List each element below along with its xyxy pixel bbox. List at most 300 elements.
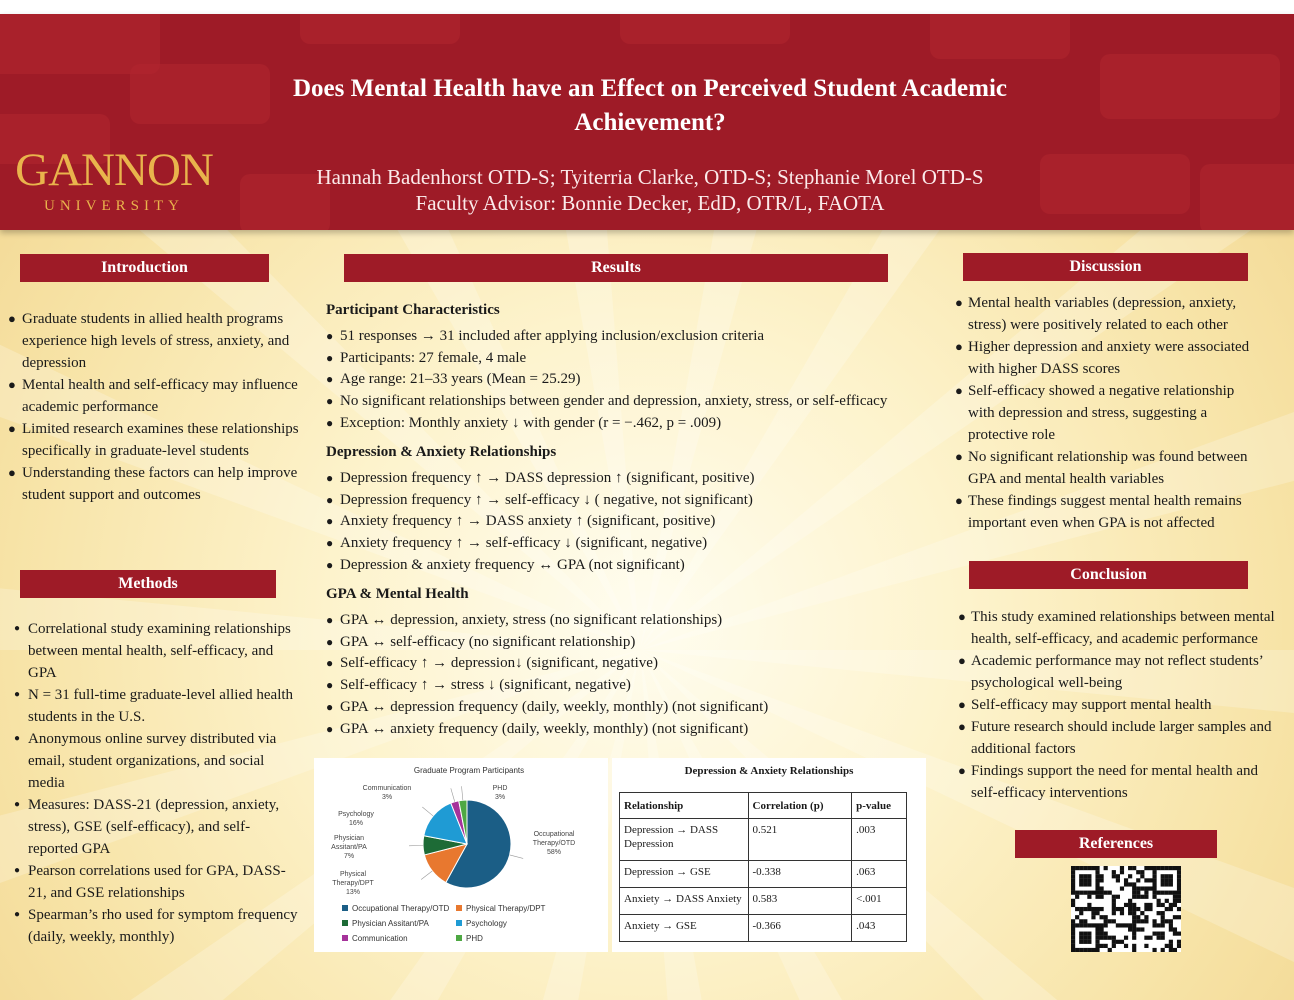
authors-line: Hannah Badenhorst OTD-S; Tyiterria Clarke, OTD-S; Stephanie Morel OTD-S xyxy=(316,165,984,189)
discussion-item: ● No significant relationship was found between GPA and mental health variables xyxy=(955,446,1261,490)
qr-module xyxy=(1165,919,1169,923)
qr-module xyxy=(1116,940,1120,944)
qr-module xyxy=(1075,891,1079,895)
references-qr-code[interactable] xyxy=(1071,866,1181,952)
qr-module xyxy=(1120,886,1124,890)
qr-module xyxy=(1177,895,1181,899)
qr-module xyxy=(1112,903,1116,907)
pie-label-line: Physical xyxy=(339,871,367,878)
qr-module xyxy=(1083,882,1087,886)
qr-module xyxy=(1079,911,1083,915)
qr-module xyxy=(1144,907,1148,911)
qr-module xyxy=(1120,870,1124,874)
qr-module xyxy=(1161,891,1165,895)
methods-item: ● Correlational study examining relationships between mental health, self-efficacy, and GPA xyxy=(14,618,300,684)
methods-item: ● Measures: DASS-21 (depression, anxiety, stress), GSE (self-efficacy), and self-reported GPA xyxy=(14,794,300,860)
pie-label-line: 58% xyxy=(546,849,561,856)
participants-item: ● No significant relationships between gender and depression, anxiety, stress, or self-efficacy xyxy=(326,391,946,413)
table-header-cell: p-value xyxy=(852,793,907,819)
qr-module xyxy=(1173,899,1177,903)
qr-module xyxy=(1083,874,1087,878)
qr-module xyxy=(1087,940,1091,944)
pie-leader-line xyxy=(451,788,455,801)
qr-module xyxy=(1144,944,1148,948)
depression-item: ● Depression frequency ↑ → DASS depression ↑ (significant, positive) xyxy=(326,468,946,490)
qr-module xyxy=(1079,878,1083,882)
qr-module xyxy=(1140,895,1144,899)
legend-swatch xyxy=(342,905,348,911)
gpa-item: ● Self-efficacy ↑ → depression↓ (significant, negative) xyxy=(326,653,946,675)
discussion-item: ● Self-efficacy showed a negative relationship with depression and stress, suggesting a protective role xyxy=(955,380,1261,446)
table-cell: .063 xyxy=(852,861,907,888)
qr-module xyxy=(1116,895,1120,899)
qr-module xyxy=(1132,882,1136,886)
qr-module xyxy=(1112,940,1116,944)
table-cell: -0.338 xyxy=(748,861,852,888)
qr-module xyxy=(1071,866,1075,870)
legend-item-phd: PHD xyxy=(456,934,483,943)
qr-module xyxy=(1169,874,1173,878)
qr-module xyxy=(1169,919,1173,923)
qr-module xyxy=(1173,903,1177,907)
qr-module xyxy=(1144,919,1148,923)
legend-swatch xyxy=(456,920,462,926)
table-row xyxy=(620,888,907,915)
qr-module xyxy=(1108,948,1112,952)
table-cell: 0.583 xyxy=(748,888,852,915)
depression-item: ● Anxiety frequency ↑ → DASS anxiety ↑ (significant, positive) xyxy=(326,511,946,533)
qr-module xyxy=(1087,866,1091,870)
qr-module xyxy=(1140,919,1144,923)
qr-module xyxy=(1173,891,1177,895)
qr-module xyxy=(1087,907,1091,911)
qr-module xyxy=(1165,878,1169,882)
qr-module xyxy=(1079,923,1083,927)
qr-module xyxy=(1079,874,1083,878)
qr-module xyxy=(1177,874,1181,878)
qr-module xyxy=(1140,874,1144,878)
legend-swatch xyxy=(456,905,462,911)
qr-module xyxy=(1124,923,1128,927)
qr-module xyxy=(1071,919,1075,923)
qr-module xyxy=(1144,866,1148,870)
qr-module xyxy=(1177,940,1181,944)
qr-module xyxy=(1095,882,1099,886)
methods-item: ● N = 31 full-time graduate-level allied health students in the U.S. xyxy=(14,684,300,728)
qr-module xyxy=(1112,911,1116,915)
qr-module xyxy=(1157,899,1161,903)
qr-module xyxy=(1075,915,1079,919)
qr-module xyxy=(1169,940,1173,944)
correlation-table-panel xyxy=(612,758,926,952)
qr-module xyxy=(1144,891,1148,895)
qr-module xyxy=(1083,891,1087,895)
qr-module xyxy=(1071,899,1075,903)
pie-label-line: 3% xyxy=(494,794,506,801)
pie-label-line: Assitant/PA xyxy=(331,844,367,851)
qr-module xyxy=(1112,907,1116,911)
header-pattern xyxy=(620,14,790,44)
qr-module xyxy=(1112,874,1116,878)
legend-item-communication: Communication xyxy=(342,934,408,943)
qr-module xyxy=(1128,927,1132,931)
qr-module xyxy=(1136,870,1140,874)
table-row xyxy=(620,915,907,942)
qr-module xyxy=(1071,878,1075,882)
qr-module xyxy=(1083,878,1087,882)
qr-module xyxy=(1071,891,1075,895)
qr-module xyxy=(1161,878,1165,882)
table-cell: Anxiety → DASS Anxiety xyxy=(620,888,749,915)
qr-module xyxy=(1087,903,1091,907)
qr-module xyxy=(1095,895,1099,899)
qr-module xyxy=(1100,886,1104,890)
table-title: Depression & Anxiety Relationships xyxy=(684,765,854,777)
pie-label-line: Therapy/OTD xyxy=(532,840,576,847)
qr-module xyxy=(1177,891,1181,895)
gpa-item: ● GPA ↔ anxiety frequency (daily, weekly, monthly) (not significant) xyxy=(326,719,946,741)
participants-item: ● Age range: 21–33 years (Mean = 25.29) xyxy=(326,369,946,391)
qr-module xyxy=(1132,886,1136,890)
qr-module xyxy=(1169,927,1173,931)
qr-module xyxy=(1120,940,1124,944)
pie-leader-line xyxy=(510,855,524,858)
qr-module xyxy=(1132,932,1136,936)
qr-module xyxy=(1095,911,1099,915)
qr-module xyxy=(1157,932,1161,936)
qr-module xyxy=(1100,927,1104,931)
pie-label-line: Therapy/DPT xyxy=(332,880,374,887)
conclusion-item: ● Academic performance may not reflect students’ psychological well-being xyxy=(958,650,1284,694)
qr-module xyxy=(1091,891,1095,895)
qr-module xyxy=(1165,907,1169,911)
qr-module xyxy=(1095,927,1099,931)
qr-module xyxy=(1095,932,1099,936)
qr-module xyxy=(1169,882,1173,886)
qr-module xyxy=(1177,915,1181,919)
qr-module xyxy=(1152,870,1156,874)
qr-module xyxy=(1169,903,1173,907)
pie-label-line: 3% xyxy=(381,794,393,801)
qr-module xyxy=(1169,891,1173,895)
qr-module xyxy=(1100,944,1104,948)
advisor-line: Faculty Advisor: Bonnie Decker, EdD, OTR/L, FAOTA xyxy=(415,191,885,215)
qr-module xyxy=(1079,919,1083,923)
introduction-item: ● Understanding these factors can help improve student support and outcomes xyxy=(8,462,300,506)
qr-module xyxy=(1128,874,1132,878)
qr-module xyxy=(1071,927,1075,931)
table-cell: Depression → GSE xyxy=(620,861,749,888)
participants-item: ● 51 responses → 31 included after applying inclusion/exclusion criteria xyxy=(326,326,946,348)
qr-module xyxy=(1124,882,1128,886)
depression-list xyxy=(326,468,946,577)
qr-module xyxy=(1128,907,1132,911)
gpa-item: ● GPA ↔ depression frequency (daily, weekly, monthly) (not significant) xyxy=(326,697,946,719)
qr-module xyxy=(1177,944,1181,948)
qr-module xyxy=(1132,903,1136,907)
logo-subtitle: UNIVERSITY xyxy=(44,198,184,214)
pie-label-psychology xyxy=(324,810,388,828)
qr-module xyxy=(1157,936,1161,940)
qr-module xyxy=(1128,899,1132,903)
qr-module xyxy=(1083,940,1087,944)
qr-module xyxy=(1104,919,1108,923)
qr-module xyxy=(1116,923,1120,927)
qr-module xyxy=(1177,878,1181,882)
qr-module xyxy=(1120,923,1124,927)
qr-module xyxy=(1079,891,1083,895)
qr-module xyxy=(1095,940,1099,944)
qr-module xyxy=(1079,936,1083,940)
discussion-item: ● Higher depression and anxiety were associated with higher DASS scores xyxy=(955,336,1261,380)
legend-swatch xyxy=(342,920,348,926)
qr-module xyxy=(1132,911,1136,915)
qr-module xyxy=(1108,919,1112,923)
qr-module xyxy=(1136,878,1140,882)
qr-module xyxy=(1087,948,1091,952)
qr-module xyxy=(1140,886,1144,890)
table-cell: Anxiety → GSE xyxy=(620,915,749,942)
qr-module xyxy=(1161,936,1165,940)
qr-module xyxy=(1132,927,1136,931)
header-pattern xyxy=(300,14,460,44)
qr-module xyxy=(1083,932,1087,936)
qr-module xyxy=(1152,874,1156,878)
gpa-item: ● GPA ↔ depression, anxiety, stress (no significant relationships) xyxy=(326,610,946,632)
depression-subheading: Depression & Anxiety Relationships xyxy=(326,444,557,460)
qr-module xyxy=(1161,915,1165,919)
qr-module xyxy=(1169,878,1173,882)
qr-module xyxy=(1075,907,1079,911)
qr-module xyxy=(1173,948,1177,952)
qr-module xyxy=(1100,891,1104,895)
legend-swatch xyxy=(456,935,462,941)
methods-item: ● Anonymous online survey distributed via email, student organizations, and social media xyxy=(14,728,300,794)
qr-module xyxy=(1177,932,1181,936)
table-header-cell: Correlation (p) xyxy=(748,793,852,819)
introduction-list xyxy=(8,308,300,506)
qr-module xyxy=(1071,940,1075,944)
qr-module xyxy=(1112,944,1116,948)
qr-module xyxy=(1071,874,1075,878)
qr-module xyxy=(1132,919,1136,923)
qr-module xyxy=(1100,932,1104,936)
depression-item: ● Depression frequency ↑ → self-efficacy ↓ ( negative, not significant) xyxy=(326,490,946,512)
university-logo xyxy=(14,146,214,216)
conclusion-item: ● Future research should include larger samples and additional factors xyxy=(958,716,1284,760)
qr-module xyxy=(1152,866,1156,870)
qr-module xyxy=(1083,936,1087,940)
qr-module xyxy=(1148,866,1152,870)
qr-module xyxy=(1152,919,1156,923)
qr-module xyxy=(1173,866,1177,870)
qr-module xyxy=(1095,907,1099,911)
qr-module xyxy=(1116,907,1120,911)
table-cell: .003 xyxy=(852,819,907,861)
header-pattern xyxy=(1040,154,1190,214)
poster-title: Does Mental Health have an Effect on Perceived Student Academic Achievement? xyxy=(292,75,1007,136)
qr-module xyxy=(1173,895,1177,899)
qr-module xyxy=(1132,915,1136,919)
qr-module xyxy=(1165,899,1169,903)
qr-module xyxy=(1083,866,1087,870)
qr-module xyxy=(1120,866,1124,870)
pie-label-line: Psychology xyxy=(338,811,374,818)
qr-module xyxy=(1083,919,1087,923)
qr-module xyxy=(1083,923,1087,927)
depression-item: ● Depression & anxiety frequency ↔ GPA (not significant) xyxy=(326,555,946,577)
qr-module xyxy=(1152,895,1156,899)
gpa-item: ● Self-efficacy ↑ → stress ↓ (significant, negative) xyxy=(326,675,946,697)
qr-module xyxy=(1136,886,1140,890)
pie-leader-line xyxy=(421,871,432,880)
qr-module xyxy=(1165,866,1169,870)
author-block xyxy=(270,164,1030,216)
qr-module xyxy=(1091,915,1095,919)
qr-module xyxy=(1161,866,1165,870)
qr-module xyxy=(1100,915,1104,919)
pie-label-line: 13% xyxy=(345,889,360,896)
qr-module xyxy=(1100,923,1104,927)
qr-module xyxy=(1169,944,1173,948)
discussion-heading: Discussion xyxy=(963,253,1248,281)
qr-module xyxy=(1075,895,1079,899)
correlation-table xyxy=(619,792,907,942)
qr-module xyxy=(1169,866,1173,870)
qr-module xyxy=(1091,911,1095,915)
qr-module xyxy=(1079,940,1083,944)
conclusion-heading: Conclusion xyxy=(969,561,1248,589)
qr-module xyxy=(1132,936,1136,940)
qr-module xyxy=(1079,932,1083,936)
qr-module xyxy=(1140,911,1144,915)
qr-module xyxy=(1079,866,1083,870)
discussion-item: ● These findings suggest mental health remains important even when GPA is not affected xyxy=(955,490,1261,534)
qr-module xyxy=(1116,878,1120,882)
qr-module xyxy=(1144,936,1148,940)
qr-module xyxy=(1095,886,1099,890)
participants-item: ● Participants: 27 female, 4 male xyxy=(326,348,946,370)
qr-module xyxy=(1087,874,1091,878)
qr-module xyxy=(1079,948,1083,952)
qr-module xyxy=(1161,948,1165,952)
qr-module xyxy=(1136,915,1140,919)
qr-module xyxy=(1104,891,1108,895)
qr-module xyxy=(1173,915,1177,919)
methods-item: ● Spearman’s rho used for symptom frequency (daily, weekly, monthly) xyxy=(14,904,300,948)
qr-module xyxy=(1165,944,1169,948)
qr-module xyxy=(1136,895,1140,899)
qr-module xyxy=(1100,895,1104,899)
qr-module xyxy=(1087,895,1091,899)
pie-label-physical-therapy xyxy=(324,870,382,897)
qr-module xyxy=(1112,936,1116,940)
qr-module xyxy=(1157,903,1161,907)
qr-module xyxy=(1177,882,1181,886)
qr-module xyxy=(1095,891,1099,895)
qr-module xyxy=(1148,903,1152,907)
qr-module xyxy=(1157,866,1161,870)
qr-module xyxy=(1100,907,1104,911)
qr-module xyxy=(1100,936,1104,940)
qr-module xyxy=(1173,932,1177,936)
qr-module xyxy=(1128,903,1132,907)
qr-module xyxy=(1161,919,1165,923)
qr-module xyxy=(1095,870,1099,874)
qr-module xyxy=(1152,891,1156,895)
discussion-list xyxy=(955,292,1261,534)
qr-module xyxy=(1071,882,1075,886)
qr-module xyxy=(1132,891,1136,895)
qr-module xyxy=(1161,903,1165,907)
qr-module xyxy=(1161,874,1165,878)
qr-module xyxy=(1157,911,1161,915)
gpa-list xyxy=(326,610,946,740)
qr-module xyxy=(1087,882,1091,886)
qr-module xyxy=(1071,932,1075,936)
poster-header xyxy=(0,14,1294,230)
qr-module xyxy=(1136,891,1140,895)
qr-module xyxy=(1095,944,1099,948)
qr-module xyxy=(1079,882,1083,886)
qr-module xyxy=(1152,923,1156,927)
qr-module xyxy=(1148,907,1152,911)
qr-module xyxy=(1100,878,1104,882)
qr-module xyxy=(1087,932,1091,936)
gpa-subheading: GPA & Mental Health xyxy=(326,586,469,602)
qr-module xyxy=(1132,866,1136,870)
qr-module xyxy=(1161,923,1165,927)
qr-module xyxy=(1112,919,1116,923)
legend-item-physical-therapy: Physical Therapy/DPT xyxy=(456,904,545,913)
qr-module xyxy=(1104,932,1108,936)
qr-module xyxy=(1087,936,1091,940)
results-heading: Results xyxy=(344,254,888,282)
qr-module xyxy=(1095,936,1099,940)
table-row xyxy=(620,819,907,861)
qr-module xyxy=(1152,932,1156,936)
qr-module xyxy=(1152,882,1156,886)
qr-module xyxy=(1152,878,1156,882)
qr-module xyxy=(1136,927,1140,931)
qr-module xyxy=(1128,911,1132,915)
introduction-heading: Introduction xyxy=(20,254,269,282)
table-cell: Depression → DASS Depression xyxy=(620,819,749,861)
qr-module xyxy=(1091,948,1095,952)
qr-module xyxy=(1152,886,1156,890)
qr-module xyxy=(1124,944,1128,948)
table-header-row xyxy=(620,793,907,819)
qr-module xyxy=(1071,903,1075,907)
qr-module xyxy=(1071,948,1075,952)
qr-module xyxy=(1112,870,1116,874)
qr-module xyxy=(1148,878,1152,882)
gpa-item: ● GPA ↔ self-efficacy (no significant relationship) xyxy=(326,632,946,654)
qr-module xyxy=(1140,870,1144,874)
conclusion-item: ● This study examined relationships between mental health, self-efficacy, and academic performance xyxy=(958,606,1284,650)
table-cell: -0.366 xyxy=(748,915,852,942)
methods-item: ● Pearson correlations used for GPA, DASS-21, and GSE relationships xyxy=(14,860,300,904)
qr-module xyxy=(1116,874,1120,878)
legend-item-occupational-therapy: Occupational Therapy/OTD xyxy=(342,904,449,913)
qr-module xyxy=(1075,866,1079,870)
pie-label-line: 7% xyxy=(343,853,355,860)
qr-module xyxy=(1104,866,1108,870)
pie-label-line: Communication xyxy=(362,785,412,792)
references-heading: References xyxy=(1015,830,1217,858)
qr-module xyxy=(1144,903,1148,907)
qr-module xyxy=(1095,923,1099,927)
